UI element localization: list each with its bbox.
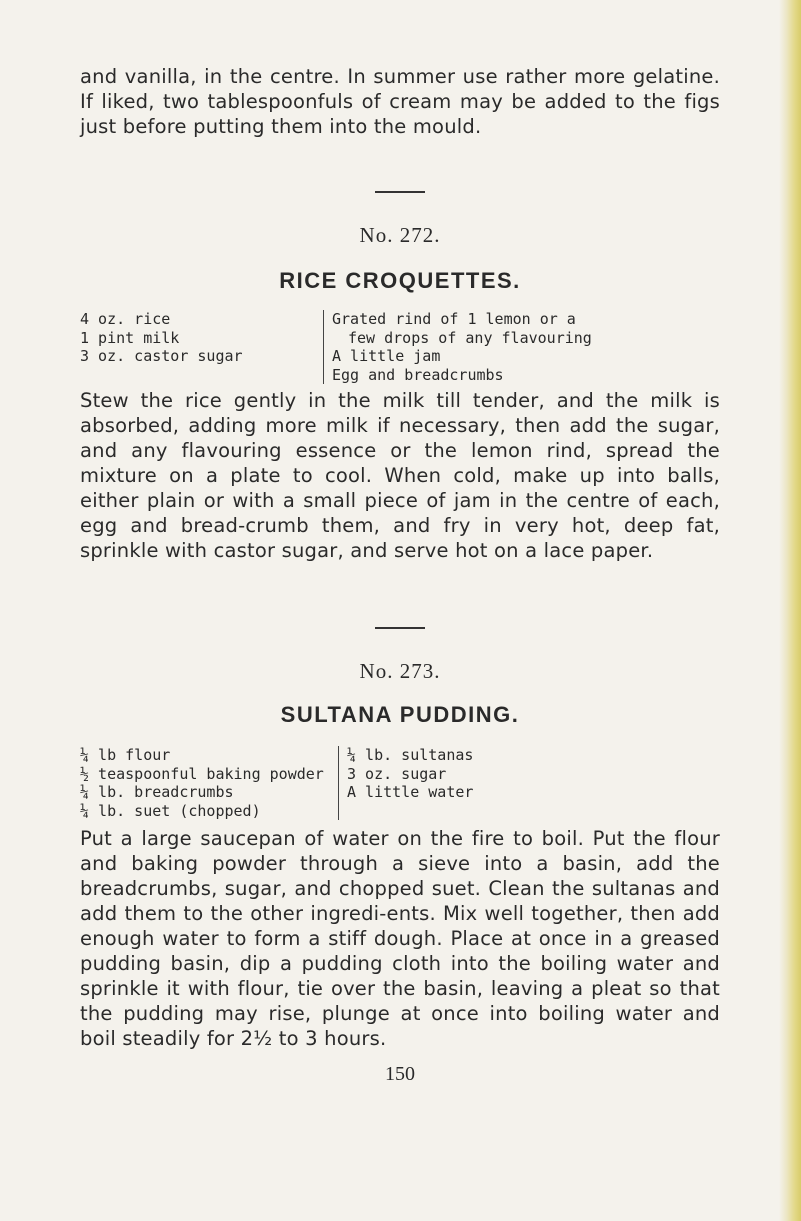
recipe-title: RICE CROQUETTES.: [279, 268, 521, 293]
ingredient: ¼ lb flour: [80, 746, 171, 764]
ingredient: A little jam: [332, 347, 441, 365]
ingredients-right-column: [338, 746, 473, 820]
ingredient: ½ teaspoonful baking powder: [80, 764, 324, 783]
ingredient: ¼ lb. sultanas: [347, 746, 474, 764]
ingredient: 4 oz. rice: [80, 310, 171, 328]
ingredients-left-column: [80, 310, 323, 384]
ingredients-right-column: [323, 310, 592, 384]
ingredient: ¼ lb. suet (chopped): [80, 801, 261, 820]
page-content: [80, 0, 720, 1086]
ingredients-left-column: [80, 746, 338, 820]
recipe-method: Stew the rice gently in the milk till tender, and the milk is absorbed, adding more milk if necessary, then add the sugar, and any flavouring essence or the lemon rind, spread the mixture on a plate to cool. When cold, make up into balls, either plain or with a small piece of jam in the centre of each, egg and bread-crumb them, and fry in very hot, deep fat, sprinkle with castor sugar, and serve hot on a lace paper.: [80, 389, 720, 562]
section-divider: [375, 627, 425, 629]
ingredients-list: [80, 310, 720, 384]
recipe-number: No. 273.: [359, 659, 441, 683]
page-number: 150: [385, 1063, 415, 1085]
ingredient: A little water: [347, 783, 474, 801]
ingredient: ¼ lb. breadcrumbs: [80, 783, 234, 801]
ingredient: Grated rind of 1 lemon or a: [332, 310, 576, 328]
intro-paragraph: and vanilla, in the centre. In summer use rather more gelatine. If liked, two tablespoonfuls of cream may be added to the figs just before putting them into the mould.: [80, 65, 720, 138]
recipe-title: SULTANA PUDDING.: [280, 702, 520, 727]
ingredient: few drops of any flavouring: [348, 328, 592, 347]
recipe-number: No. 272.: [359, 223, 441, 247]
ingredient: Egg and breadcrumbs: [332, 365, 504, 384]
ingredient: 1 pint milk: [80, 328, 180, 347]
page-edge: [779, 0, 801, 1221]
ingredient: 3 oz. sugar: [347, 764, 447, 783]
ingredients-list: [80, 746, 720, 820]
section-divider: [375, 191, 425, 193]
recipe-method: Put a large saucepan of water on the fire to boil. Put the flour and baking powder through a sieve into a basin, add the breadcrumbs, sugar, and chopped suet. Clean the sultanas and add them to the other ingredi-ents. Mix well together, then add enough water to form a stiff dough. Place at once in a greased pudding basin, dip a pudding cloth into the boiling water and sprinkle it with flour, tie over the basin, leaving a pleat so that the pudding may rise, plunge at once into boiling water and boil steadily for 2½ to 3 hours.: [80, 827, 720, 1050]
ingredient: 3 oz. castor sugar: [80, 347, 243, 365]
